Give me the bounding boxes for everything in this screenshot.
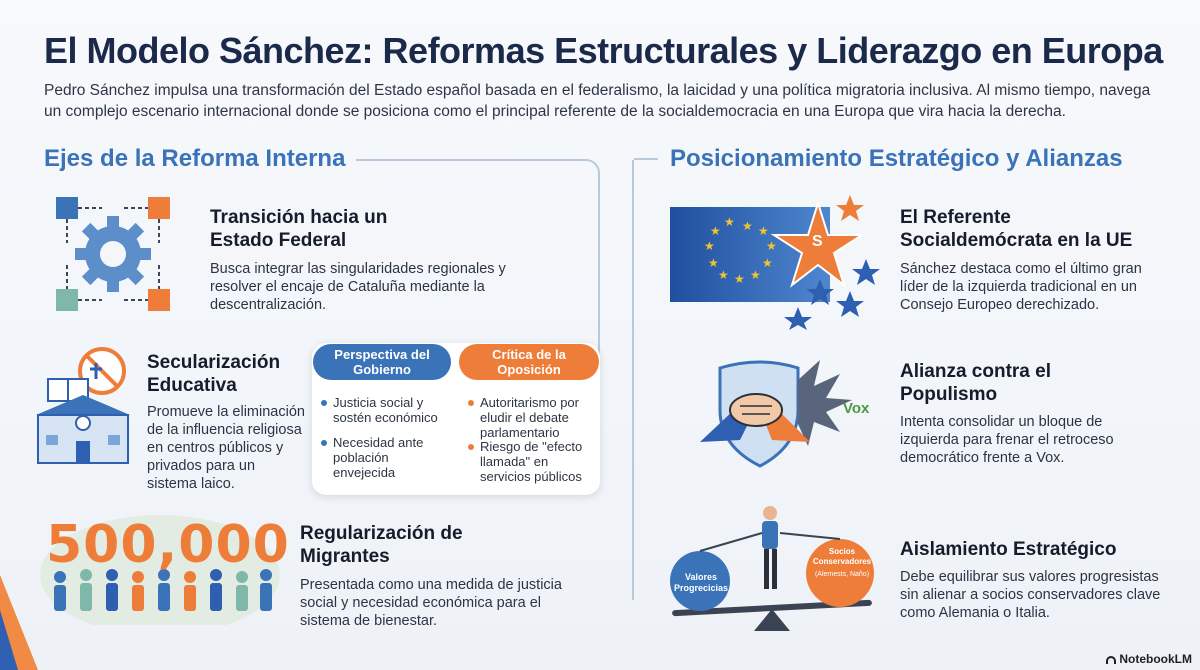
bullet-dot (468, 444, 474, 450)
svg-text:★: ★ (742, 219, 753, 233)
bullet-dot (321, 440, 327, 446)
item-populism-body: Intenta consolidar un bloque de izquierda para frenar el retroceso democrático frente a Vox. (900, 414, 1114, 466)
svg-text:★: ★ (750, 268, 761, 282)
page-title: El Modelo Sánchez: Reformas Estructurales y Liderazgo en Europa (44, 30, 1163, 71)
government-point: Necesidad ante población envejecida (333, 435, 424, 480)
item-populism-title: Alianza contra el Populismo (900, 361, 1051, 405)
opposition-critique-label: Crítica de la Oposición (459, 344, 599, 380)
bullet-dot (468, 400, 474, 406)
svg-text:★: ★ (734, 272, 745, 286)
item-migrants-title: Regularización de Migrantes (300, 523, 463, 567)
item-migrants-body: Presentada como una medida de justicia social y necesidad económica para el sistema de bienestar. (300, 577, 562, 629)
left-section-heading: Ejes de la Reforma Interna (44, 145, 346, 172)
opposition-point: Riesgo de "efecto llamada" en servicios públicos (480, 439, 583, 484)
star-letter: S (812, 233, 823, 250)
svg-text:★: ★ (704, 239, 715, 253)
item-isolation-title: Aislamiento Estratégico (900, 539, 1117, 560)
right-section-heading: Posicionamiento Estratégico y Alianzas (670, 145, 1123, 172)
svg-text:★: ★ (718, 268, 729, 282)
scale-right-sublabel: (Alemests, Naño) (814, 571, 870, 578)
svg-text:★: ★ (766, 239, 777, 253)
eu-flag-icon (670, 195, 880, 330)
vox-label: Vox (843, 400, 870, 417)
government-point: Justicia social y sostén económico (333, 395, 438, 425)
school-icon (30, 345, 140, 470)
scale-right-label: Socios Conservadores (812, 547, 872, 566)
left-heading-rule (356, 159, 581, 161)
item-education-title: Secularización Educativa (147, 352, 281, 396)
item-referent-body: Sánchez destaca como el último gran líder de la izquierda tradicional en un Consejo Europeo derechizado. (900, 261, 1142, 313)
item-isolation-body: Debe equilibrar sus valores progresistas sin alienar a socios conservadores clave como Alemania o Italia. (900, 569, 1161, 621)
brand-label (1106, 652, 1192, 666)
svg-text:★: ★ (758, 224, 769, 238)
svg-text:★: ★ (762, 256, 773, 270)
network-gear-icon (52, 193, 182, 318)
right-column-divider (632, 160, 634, 600)
item-education-body: Promueve la eliminación de la influencia religiosa en centros públicos y privados para un sistema laico. (147, 404, 305, 492)
corner-decoration-blue (0, 610, 18, 670)
item-referent-title: El Referente Socialdemócrata en la UE (900, 207, 1133, 251)
brand-name: NotebookLM (1119, 652, 1192, 666)
migrants-count: 500,000 (46, 515, 290, 575)
svg-text:★: ★ (724, 215, 735, 229)
left-heading-rule-corner (580, 159, 600, 199)
page-subtitle: Pedro Sánchez impulsa una transformación del Estado español basada en el federalismo, la laicidad y una política migratoria inclusiva. Al mismo tiempo, navega un complejo escenario internacional donde se posiciona como el principal referente de la socialdemocracia en una Europa que vira hacia la derecha. (44, 82, 1151, 120)
balance-scale-icon (662, 503, 882, 633)
svg-text:★: ★ (708, 256, 719, 270)
svg-text:★: ★ (710, 224, 721, 238)
scale-left-label: Valores Progrecicias (673, 572, 729, 593)
item-federal-body: Busca integrar las singularidades regionales y resolver el encaje de Cataluña mediante la descentralización. (210, 261, 506, 313)
opposition-point: Autoritarismo por eludir el debate parlamentario (480, 395, 579, 440)
brand-logo-icon (1106, 656, 1116, 664)
item-federal-title: Transición hacia un Estado Federal (210, 207, 388, 251)
government-perspective-label: Perspectiva del Gobierno (313, 344, 451, 380)
right-heading-rule (634, 158, 658, 160)
bullet-dot (321, 400, 327, 406)
